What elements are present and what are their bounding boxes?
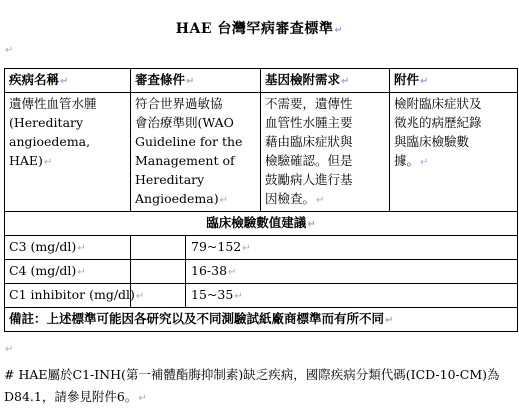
- cell-line: Guideline for the: [135, 134, 243, 149]
- cell-line: 藉由臨床症狀與: [265, 134, 353, 149]
- header-attachment: 附件↵: [390, 69, 518, 93]
- cell-line: 與臨床檢驗數: [394, 134, 470, 149]
- table-row: [5, 284, 518, 308]
- lab-name-cell: C1 inhibitor (mg/dl)↵: [5, 284, 131, 308]
- cell-line: Hereditary: [135, 172, 205, 187]
- review-criteria-cell: [131, 93, 261, 212]
- cell-line: angioedema, HAE)↵: [9, 134, 91, 168]
- table-header-row: [5, 69, 518, 93]
- cell-line: 血管性水腫主要: [265, 115, 353, 130]
- cell-line: 會治療準則(WAO: [135, 115, 234, 130]
- cell-line: 檢附臨床症狀及: [394, 96, 482, 111]
- lab-values-heading: 臨床檢驗數值建議↵: [5, 212, 518, 236]
- lab-value-cell: 79~152↵: [131, 236, 518, 260]
- cell-line: (Hereditary: [9, 115, 84, 130]
- cell-line: 檢驗確認。但是: [265, 153, 353, 168]
- paragraph-mark: ↵: [334, 25, 344, 36]
- cell-line: 因檢查。↵: [265, 191, 325, 206]
- review-criteria-table: [4, 68, 518, 332]
- lab-name-cell: C3 (mg/dl)↵: [5, 236, 131, 260]
- cell-line: 遺傳性血管水腫: [9, 96, 97, 111]
- cell-line: 徵兆的病歷紀錄: [394, 115, 482, 130]
- cell-line: 符合世界過敏協: [135, 96, 223, 111]
- cell-line: Management of: [135, 153, 235, 168]
- page-title: [0, 18, 519, 38]
- header-disease-name: 疾病名稱↵: [5, 69, 131, 93]
- lab-value-cell: 15~35↵: [131, 284, 518, 308]
- genetic-requirement-cell: [261, 93, 390, 212]
- cell-line: 不需要，遺傳性: [265, 96, 353, 111]
- disease-name-cell: [5, 93, 131, 212]
- paragraph-mark: ↵: [5, 45, 14, 56]
- attachment-cell: [390, 93, 518, 212]
- cell-line: 鼓勵病人進行基: [265, 172, 353, 187]
- paragraph-mark: ↵: [5, 344, 14, 355]
- lab-heading-row: [5, 212, 518, 236]
- table-row: [5, 236, 518, 260]
- cell-line: 據。↵: [394, 153, 429, 168]
- footnote: # HAE屬於C1-INH(第一補體酯脢抑制素)缺乏疾病，國際疾病分類代碼(ICD-10-CM)為D84.1，請參見附件6。↵: [4, 367, 500, 404]
- table-row: [5, 93, 518, 212]
- header-genetic-requirement: 基因檢附需求↵: [261, 69, 390, 93]
- remark-row: [5, 308, 518, 332]
- header-review-criteria: 審查條件↵: [131, 69, 261, 93]
- title-text: HAE 台灣罕病審查標準: [175, 21, 334, 37]
- lab-name-cell: C4 (mg/dl)↵: [5, 260, 131, 284]
- cell-line: Angioedema)↵: [135, 191, 228, 206]
- table-row: [5, 260, 518, 284]
- remark-cell: 備註：上述標準可能因各研究以及不同測驗試紙廠商標準而有所不同↵: [5, 308, 518, 332]
- lab-value-cell: 16-38↵: [131, 260, 518, 284]
